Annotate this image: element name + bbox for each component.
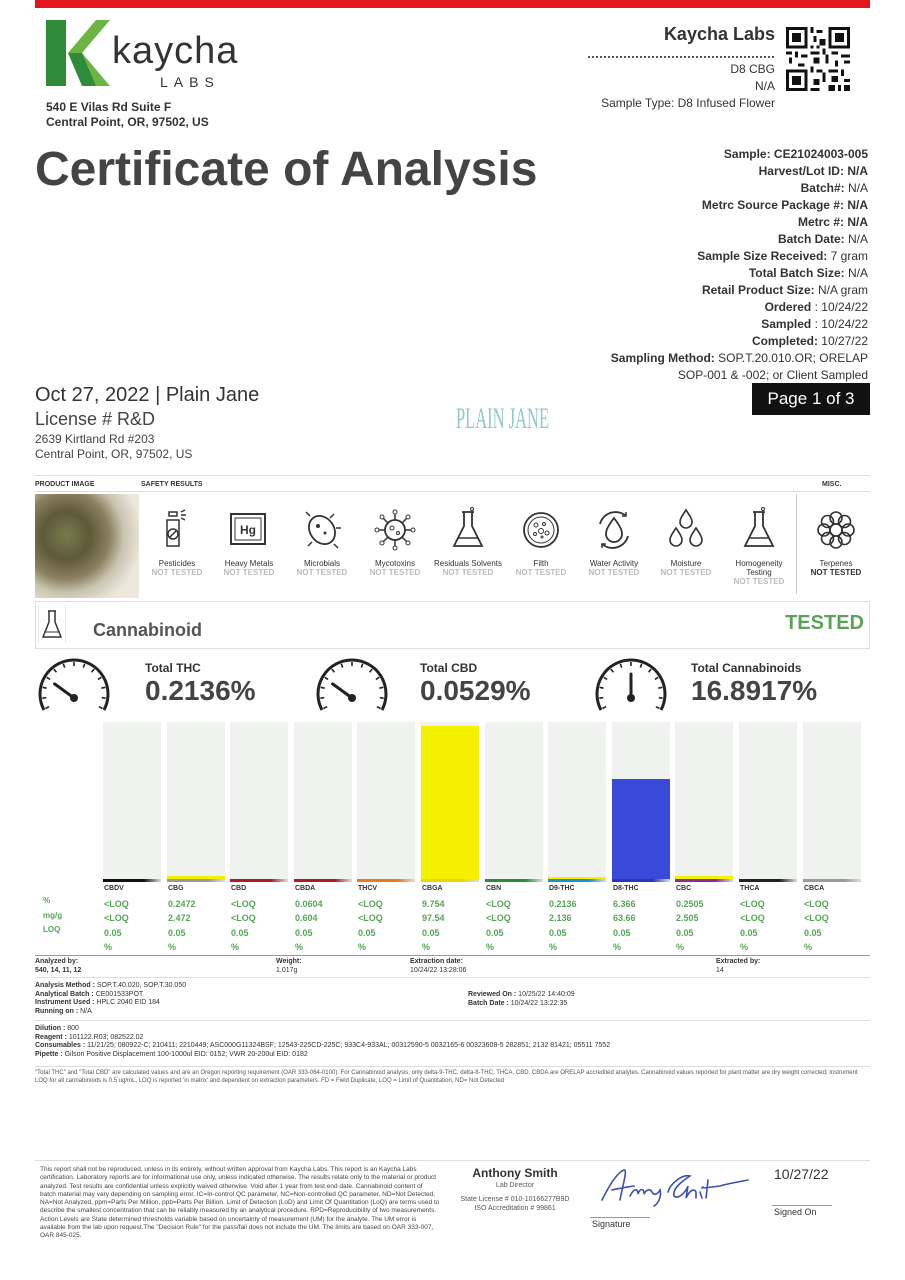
meta-row: Sample: CE21024003-005	[723, 147, 868, 161]
product-image	[35, 494, 139, 598]
safety-item-status: NOT TESTED	[810, 568, 862, 577]
lab-address-line1: 540 E Vilas Rd Suite F	[46, 100, 172, 114]
safety-item-name: Pesticides	[158, 559, 196, 568]
total-label: Total Cannabinoids	[691, 661, 802, 675]
bar-track	[167, 722, 225, 880]
analyte-column	[486, 882, 546, 955]
safety-item-name: Terpenes	[819, 559, 853, 568]
cannabinoid-status: TESTED	[785, 612, 864, 634]
meta-row: SOP-001 & -002; or Client Sampled	[677, 368, 868, 382]
tick-label: THCV	[358, 885, 378, 892]
bar-track	[739, 722, 797, 880]
divider	[35, 491, 870, 492]
sample-meta	[540, 146, 868, 384]
sample-type: Sample Type: D8 Infused Flower	[601, 96, 775, 110]
tick-label: D9-THC	[549, 885, 575, 892]
data-label-mg-g: 63.66	[613, 913, 636, 923]
data-label-percent: <LOQ	[231, 898, 256, 909]
safety-item-name: Filth	[533, 559, 549, 568]
tick-label: CBGA	[422, 885, 443, 892]
qr-code-icon[interactable]	[786, 26, 850, 92]
tick-label: THCA	[740, 885, 760, 892]
gauge-icon	[314, 658, 390, 723]
safety-item	[286, 500, 358, 577]
data-label-loq: 0.05	[422, 927, 440, 938]
tick-label: CBC	[676, 885, 692, 892]
safety-item	[432, 500, 504, 577]
safety-item-status: NOT TESTED	[296, 568, 348, 577]
data-label-percent: 9.754	[422, 898, 445, 909]
brand-logo: PLAIN JANE	[456, 402, 550, 435]
lab-name: Kaycha Labs	[663, 24, 775, 44]
safety-item-status: NOT TESTED	[515, 568, 567, 577]
divider	[35, 1020, 870, 1021]
meta-row: Metrc #: N/A	[797, 215, 868, 229]
data-label-unit: %	[486, 942, 495, 952]
virus-icon	[373, 500, 417, 556]
divider	[35, 1066, 870, 1067]
divider	[35, 475, 870, 476]
data-label-unit: %	[613, 942, 622, 952]
meta-row: Sample Size Received: 7 gram	[697, 249, 868, 263]
tick-label: CBCA	[804, 885, 825, 892]
data-label-percent: 0.2136	[549, 898, 577, 909]
analyte-column	[740, 882, 800, 955]
bar-track	[675, 722, 733, 880]
safety-item-name: Moisture	[670, 559, 702, 568]
analyte-column	[676, 882, 736, 955]
safety-results-label: SAFETY RESULTS	[141, 481, 203, 488]
tick-label: CBDV	[104, 885, 124, 892]
analysis-note: "Total THC" and "Total CBD" are calculated values and are an Oregon reporting requirement (OAR 333-064-0100). For Cannabinoid analysis, only delta-9-THC, delta-8-THC, THCA, CBD, CBDA are ORELAP accredited analytes. Cannabinoid values reported for plant matter are dry weight corrected; Instrument LOQ for all cannabinoids is 0.5 ug/mL, LOQ is reported 'in matrix' and dependent on extraction parameters. FD = Field Duplicate; LOQ = Limit of Quantitation, ND= Not Detected	[35, 1070, 858, 1084]
row-label-mg-g: mg/g	[43, 911, 63, 920]
data-label-loq: 0.05	[549, 927, 567, 938]
data-label-percent: 6.366	[613, 898, 636, 909]
safety-item	[213, 500, 285, 577]
bar-track	[548, 722, 606, 880]
bar	[421, 726, 479, 880]
bar-track	[485, 722, 543, 880]
safety-item-status: NOT TESTED	[151, 568, 203, 577]
safety-item	[359, 500, 431, 577]
analyzed-by: Analyzed by: 540, 14, 11, 12	[35, 958, 82, 974]
signed-line	[772, 1205, 832, 1206]
gauge-icon	[593, 658, 669, 723]
top-red-bar	[35, 0, 870, 8]
weight: Weight: 1.017g	[276, 958, 302, 974]
data-label-mg-g: 2.505	[676, 913, 699, 923]
signed-date: 10/27/22	[774, 1166, 829, 1182]
lab-address-line2: Central Point, OR, 97502, US	[46, 115, 209, 129]
product-image-label: PRODUCT IMAGE	[35, 481, 95, 488]
data-label-mg-g: <LOQ	[231, 913, 256, 923]
safety-item-name: Residuals Solvents	[433, 559, 503, 568]
safety-item-status: NOT TESTED	[442, 568, 494, 577]
meta-row: Batch Date: N/A	[777, 232, 868, 246]
analyte-column	[549, 882, 609, 955]
flask-icon	[737, 500, 781, 556]
report-date-client: Oct 27, 2022 | Plain Jane	[35, 384, 260, 406]
data-label-unit: %	[422, 942, 431, 952]
data-label-percent: <LOQ	[358, 898, 383, 909]
state-license: State License # 010-10166277B9D	[460, 1196, 570, 1203]
data-label-unit: %	[740, 942, 749, 952]
bar	[612, 779, 670, 880]
data-label-unit: %	[295, 942, 304, 952]
safety-item-name: Mycotoxins	[374, 559, 415, 568]
meta-row: Metrc Source Package #: N/A	[701, 198, 868, 212]
data-label-mg-g: 0.604	[295, 913, 318, 923]
product-name: D8 CBG	[730, 62, 775, 76]
data-label-unit: %	[104, 942, 113, 952]
data-label-mg-g: 2.472	[168, 913, 191, 923]
signature-line	[590, 1217, 650, 1218]
data-label-loq: 0.05	[104, 927, 122, 938]
safety-item-status: NOT TESTED	[223, 568, 275, 577]
safety-item-name: Microbials	[303, 559, 340, 568]
data-label-loq: 0.05	[358, 927, 376, 938]
data-label-loq: 0.05	[168, 927, 186, 938]
bar-track	[421, 722, 479, 880]
divider	[35, 1160, 870, 1161]
safety-item-name: Homogeneity Testing	[735, 559, 783, 577]
data-label-mg-g: <LOQ	[358, 913, 383, 923]
data-label-unit: %	[676, 942, 685, 952]
data-label-loq: 0.05	[613, 927, 631, 938]
meta-row: Harvest/Lot ID: N/A	[758, 164, 868, 178]
disclaimer: This report shall not be reproduced, unless in its entirety, without written approval from Kaycha Labs. This report is an Kaycha Labs certification. Laboratory reports are for informational use only, unless indicated otherwise. The results relate only to the material or product analyzed. Test results are confidential unless explicitly waived otherwise. Void after 1 year from test end date. Cannabinoid content of batch material may vary depending on sampling error. IC=In-control QC parameter, NC=Non-controlled QC parameter, ND=Not Detected, NA=Not Analyzed, ppm=Parts Per Million, ppb=Parts Per Billion. Limit of Detection (LoD) and Limit Of Quantitation (LoQ) are terms used to describe the smallest concentration that can be reliably measured by an analytical procedure. RPD=Reproducibility of two measurements. Action Levels are State determined thresholds variable based on uncertainty of measurement (UM) for the analyte. The UM error is available from the lab upon request.The "Decision Rule" for the pass/fail does not include the UM. The limits are based on OAR 333-007, OAR 845-025.	[40, 1166, 440, 1240]
misc-divider	[796, 494, 797, 594]
safety-item	[650, 500, 722, 577]
director-name: Anthony Smith	[472, 1166, 558, 1180]
divider	[35, 955, 870, 956]
data-label-percent: 0.0604	[295, 898, 323, 909]
safety-item-status: NOT TESTED	[588, 568, 640, 577]
data-label-mg-g: 2.136	[549, 913, 572, 923]
data-label-percent: 0.2472	[168, 898, 196, 909]
meta-row: Completed: 10/27/22	[751, 334, 868, 348]
meta-row: Sampled : 10/24/22	[761, 317, 868, 331]
data-label-loq: 0.05	[804, 927, 822, 938]
analyte-column	[613, 882, 673, 955]
misc-label: MISC.	[822, 481, 842, 488]
petri-dish-icon	[519, 500, 563, 556]
svg-text:Hg: Hg	[240, 523, 256, 537]
data-label-mg-g: 97.54	[422, 913, 445, 923]
water-drop-icon	[592, 500, 636, 556]
meta-row: Total Batch Size: N/A	[748, 266, 868, 280]
tick-label: CBDA	[295, 885, 316, 892]
data-label-mg-g: <LOQ	[804, 913, 829, 923]
tick-label: CBG	[168, 885, 184, 892]
kaycha-logo-icon	[46, 20, 110, 86]
meta-row: Batch#: N/A	[800, 181, 868, 195]
extraction-date: Extraction date: 10/24/22 13:28:06	[410, 958, 467, 974]
data-label-mg-g: <LOQ	[740, 913, 765, 923]
total-label: Total CBD	[420, 661, 478, 675]
product-line2: N/A	[754, 79, 775, 93]
analyte-column	[295, 882, 355, 955]
safety-item-name: Heavy Metals	[224, 559, 274, 568]
analyte-column	[804, 882, 864, 955]
data-label-unit: %	[358, 942, 367, 952]
cannabinoid-title: Cannabinoid	[93, 620, 202, 640]
safety-item	[800, 500, 872, 577]
data-label-percent: <LOQ	[104, 898, 129, 909]
data-label-loq: 0.05	[676, 927, 694, 938]
data-label-loq: 0.05	[295, 927, 313, 938]
director-title: Lab Director	[495, 1182, 535, 1189]
pesticide-icon	[155, 500, 199, 556]
data-label-unit: %	[231, 942, 240, 952]
signature-image	[598, 1166, 756, 1208]
lab-address	[46, 100, 209, 130]
data-label-unit: %	[549, 942, 558, 952]
analyte-column	[358, 882, 418, 955]
data-label-unit: %	[804, 942, 813, 952]
row-label-loq: LOQ	[43, 925, 61, 934]
analyte-column	[231, 882, 291, 955]
heavy-metals-icon	[227, 500, 271, 556]
safety-item-name: Water Activity	[589, 559, 639, 568]
signed-on-label: Signed On	[774, 1207, 817, 1217]
row-label-percent: %	[43, 896, 51, 905]
safety-item	[141, 500, 213, 577]
bar-track	[612, 722, 670, 880]
total-label: Total THC	[145, 661, 201, 675]
iso-accreditation: ISO Accreditation # 99861	[474, 1205, 556, 1212]
total-value: 0.0529%	[420, 675, 531, 706]
safety-item	[505, 500, 577, 577]
client-address-line2: Central Point, OR, 97502, US	[35, 447, 193, 461]
bar-track	[230, 722, 288, 880]
safety-item-status: NOT TESTED	[660, 568, 712, 577]
bar-track	[294, 722, 352, 880]
logo-wordmark: kaycha	[112, 30, 239, 72]
page-title: Certificate of Analysis	[35, 143, 538, 196]
flower-icon	[814, 500, 858, 556]
total-value: 16.8917%	[691, 675, 818, 706]
microbe-icon	[300, 500, 344, 556]
analyte-column	[168, 882, 228, 955]
droplets-icon	[664, 500, 708, 556]
data-label-percent: 0.2505	[676, 898, 704, 909]
data-label-loq: 0.05	[740, 927, 758, 938]
bar-track	[357, 722, 415, 880]
analyte-column	[422, 882, 482, 955]
data-label-percent: <LOQ	[486, 898, 511, 909]
divider	[35, 977, 870, 978]
bar-track	[103, 722, 161, 880]
meta-row: Ordered : 10/24/22	[764, 300, 868, 314]
review-block: Reviewed On : 10/25/22 14:40:09 Batch Date : 10/24/22 13:22:35	[468, 991, 575, 1007]
logo-subtitle: LABS	[160, 74, 220, 90]
gauge-icon	[36, 658, 112, 723]
client-address-line1: 2639 Kirtland Rd #203	[35, 432, 155, 446]
meta-row: Retail Product Size: N/A gram	[701, 283, 868, 297]
data-label-loq: 0.05	[486, 927, 504, 938]
extracted-by: Extracted by: 14	[716, 958, 761, 974]
data-label-unit: %	[168, 942, 177, 952]
flask-icon	[38, 605, 66, 643]
client-address	[35, 432, 192, 462]
data-label-percent: <LOQ	[740, 898, 765, 909]
lab-divider	[588, 56, 774, 58]
tick-label: CBN	[486, 885, 502, 892]
data-label-loq: 0.05	[231, 927, 249, 938]
safety-item	[723, 500, 795, 586]
data-label-percent: <LOQ	[804, 898, 829, 909]
client-license: License # R&D	[35, 409, 156, 429]
tick-label: CBD	[231, 885, 247, 892]
page-indicator: Page 1 of 3	[752, 383, 870, 415]
total-value: 0.2136%	[145, 675, 256, 706]
safety-item-status: NOT TESTED	[733, 577, 785, 586]
safety-item	[578, 500, 650, 577]
analyte-column	[104, 882, 164, 955]
data-label-mg-g: <LOQ	[104, 913, 129, 923]
signature-label: Signature	[592, 1219, 631, 1229]
flask-icon	[446, 500, 490, 556]
data-label-mg-g: <LOQ	[486, 913, 511, 923]
safety-item-status: NOT TESTED	[369, 568, 421, 577]
bar-track	[803, 722, 861, 880]
tick-label: D8-THC	[613, 885, 639, 892]
analysis-method-block: Analysis Method : SOP.T.40.020, SOP.T.30.050 Analytical Batch : CE001533POT Instrument Used : HPLC 2040 EID 184 Running on : N/A	[35, 982, 187, 1015]
meta-row: Sampling Method: SOP.T.20.010.OR; ORELAP	[610, 351, 868, 365]
reagent-block: Dilution : 800 Reagent : 101122.R03; 082522.02 Consumables : 11/21/25; 080922-C; 210411; 2210449; ASC000G11324BSF; 12543-225CD-225C; 933C4-933AL; 00312590-5 0032165-6 00323608-5 282851; 2132 81421; 05511 7552 Pipette : Gilson Positive Displacement 100-1000ul EID: 0152; VWR 20-200ul EID: 0182	[35, 1025, 611, 1058]
